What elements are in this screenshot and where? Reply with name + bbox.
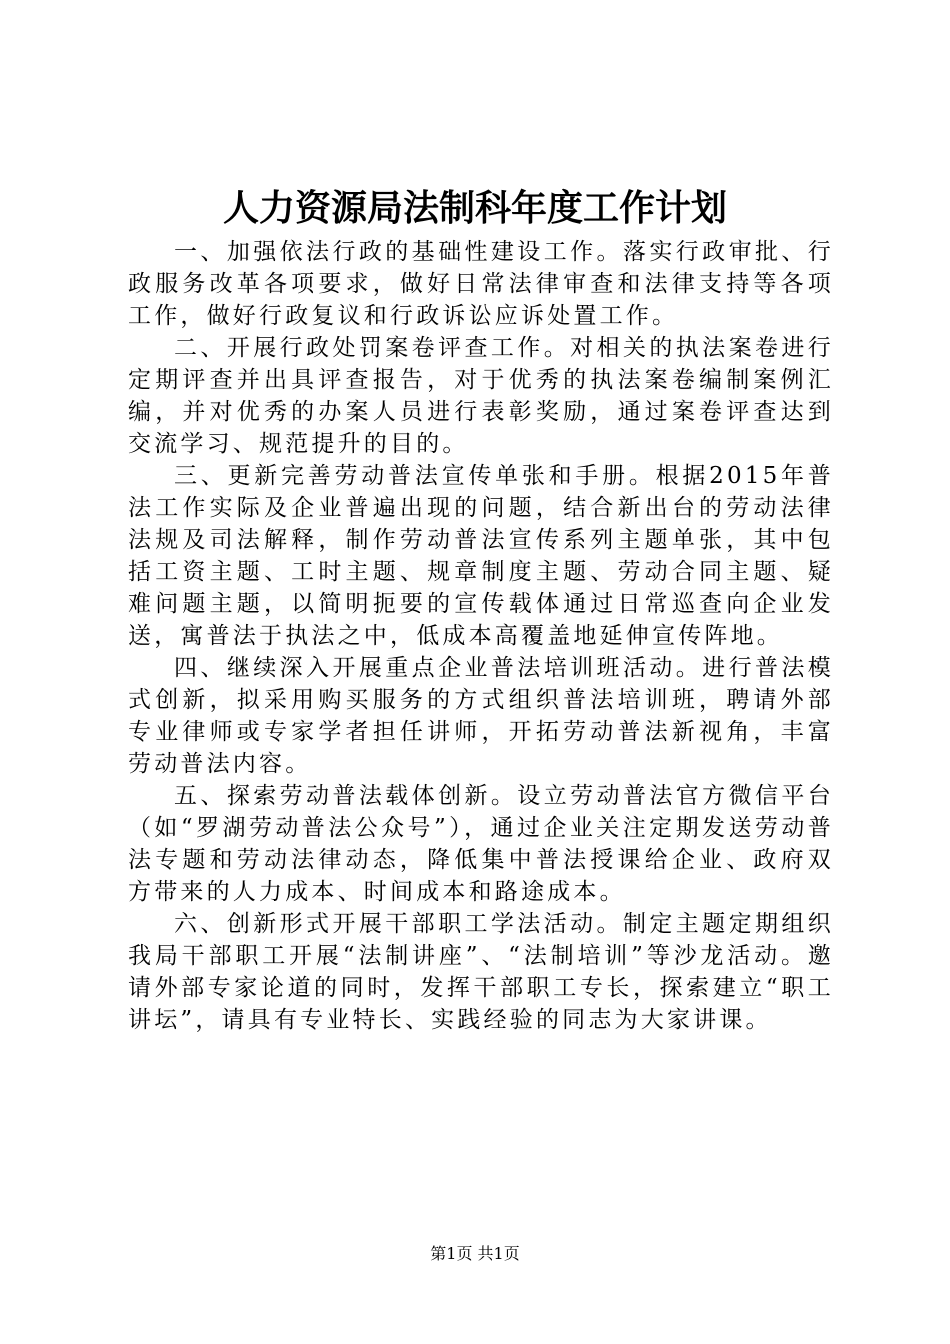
document-body (128, 236, 834, 1036)
paragraph-2: 二、开展行政处罚案卷评查工作。对相关的执法案卷进行定期评查并出具评查报告，对于优秀的执法案卷编制案例汇编，并对优秀的办案人员进行表彰奖励，通过案卷评查达到交流学习、规范提升的目的。 (128, 335, 834, 457)
paragraph-1: 一、加强依法行政的基础性建设工作。落实行政审批、行政服务改革各项要求，做好日常法律审查和法律支持等各项工作，做好行政复议和行政诉讼应诉处置工作。 (128, 239, 834, 329)
paragraph-6: 六、创新形式开展干部职工学法活动。制定主题定期组织我局干部职工开展“法制讲座”、“法制培训”等沙龙活动。邀请外部专家论道的同时，发挥干部职工专长，探索建立“职工讲坛”，请具有专业特长、实践经验的同志为大家讲课。 (128, 911, 834, 1033)
paragraph-5: 五、探索劳动普法载体创新。设立劳动普法官方微信平台（如“罗湖劳动普法公众号”），通过企业关注定期发送劳动普法专题和劳动法律动态，降低集中普法授课给企业、政府双方带来的人力成本、时间成本和路途成本。 (128, 783, 834, 905)
paragraph-3: 三、更新完善劳动普法宣传单张和手册。根据2015年普法工作实际及企业普遍出现的问题，结合新出台的劳动法律法规及司法解释，制作劳动普法宣传系列主题单张，其中包括工资主题、工时主题、规章制度主题、劳动合同主题、疑难问题主题，以简明扼要的宣传载体通过日常巡查向企业发送，寓普法于执法之中，低成本高覆盖地延伸宣传阵地。 (128, 463, 834, 649)
document-title: 人力资源局法制科年度工作计划 (222, 187, 727, 229)
paragraph-4: 四、继续深入开展重点企业普法培训班活动。进行普法模式创新，拟采用购买服务的方式组织普法培训班，聘请外部专业律师或专家学者担任讲师，开拓劳动普法新视角，丰富劳动普法内容。 (128, 655, 834, 777)
page-footer: 第1页 共1页 (430, 1244, 520, 1263)
